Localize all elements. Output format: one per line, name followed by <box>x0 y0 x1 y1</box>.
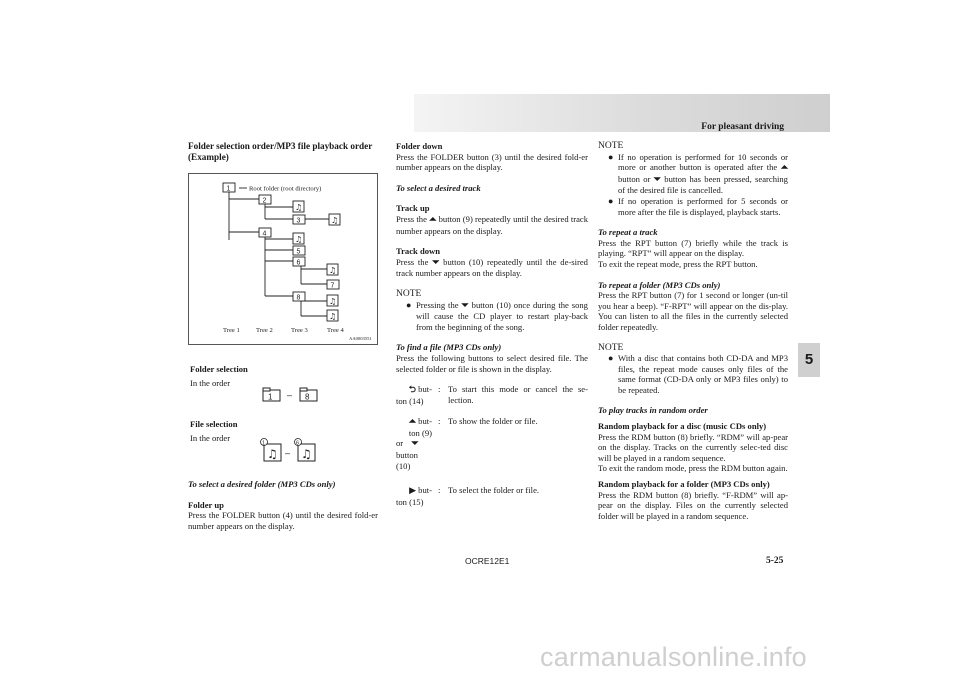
folder-up-title: Folder up <box>188 499 224 510</box>
bullet-dot-icon: ● <box>608 353 614 364</box>
svg-text:♫: ♫ <box>329 266 337 275</box>
music-note-icon: ♫ <box>301 447 312 461</box>
svg-text:♫: ♫ <box>329 297 337 306</box>
find-file-text: Press the following buttons to select desired file. The selected folder or file is shown in the display. <box>396 352 588 374</box>
up-arrow-icon: ⏶ <box>429 214 437 225</box>
folder-selection-order-text: In the order <box>190 377 231 388</box>
file-range-svg <box>260 437 322 463</box>
find-file-heading: To find a file (MP3 CDs only) <box>396 342 502 353</box>
file-range-dash: – <box>285 448 291 458</box>
folder-selection-title: Folder selection <box>190 364 248 374</box>
random-folder-title: Random playback for a folder (MP3 CDs only) <box>598 479 770 490</box>
random-folder-text: Press the RDM button (8) briefly. “F-RDM” will ap-pear on the display. Files on the currently selected folder will be played in a random sequence. <box>598 489 788 521</box>
bullet-dot-icon: ● <box>608 151 614 162</box>
document-code: OCRE12E1 <box>465 556 510 566</box>
note-2-title: NOTE <box>598 342 624 353</box>
repeat-folder-heading: To repeat a folder (MP3 CDs only) <box>598 279 721 290</box>
folder-range <box>262 387 322 406</box>
folder-range-dash: – <box>287 390 293 400</box>
note-1-bullet-1: ● If no operation is performed for 10 seconds or more or another button is operated after the ⏶ button or ⏷ button has been pressed, searching of the desired file is cancelled. <box>608 151 788 196</box>
note-1-bullet-2: ● If no operation is performed for 5 seconds or more after the file is displayed, playback starts. <box>608 195 788 217</box>
folder-down-text: Press the FOLDER button (3) until the desired fold-er number appears on the display. <box>396 151 588 173</box>
folder-label-7: 7 <box>330 282 335 290</box>
folder-tree-diagram <box>188 173 378 345</box>
track-down-title: Track down <box>396 246 441 257</box>
repeat-track-text-1: Press the RPT button (7) briefly while the track is playing. “RPT” will appear on the display. <box>598 237 788 259</box>
page-header-title: For pleasant driving <box>701 122 784 132</box>
music-note-icon: ♫ <box>267 447 278 461</box>
folder-label-1: 1 <box>226 185 231 193</box>
folder-range-svg <box>262 387 322 403</box>
page-number: 5-25 <box>766 556 784 566</box>
folder-label-2: 2 <box>262 197 267 205</box>
repeat-track-heading: To repeat a track <box>598 227 658 238</box>
file-to-label: 6 <box>296 440 300 447</box>
note-1-title: NOTE <box>598 141 624 151</box>
folder-to-label: 8 <box>305 392 310 402</box>
column-2 <box>396 141 588 507</box>
tree-label-4: Tree 4 <box>327 327 344 334</box>
folder-selection-block <box>190 364 376 388</box>
folder-down-title: Folder down <box>396 141 443 151</box>
tree-label-2: Tree 2 <box>256 327 273 334</box>
folder-label-5: 5 <box>296 248 301 256</box>
column-3 <box>598 141 788 521</box>
random-disc-title: Random playback for a disc (music CDs only) <box>598 421 767 432</box>
table-row: ⏶ but- ton (9) or ⏷ button (10) : To show the folder or file. <box>396 416 538 471</box>
folder-label-3: 3 <box>296 217 301 225</box>
play-icon: ▶ <box>409 486 416 497</box>
note-2-bullet-1: ● With a disc that contains both CD-DA and MP3 files, the repeat mode causes only files of the same format (CD-DA only or MP3 files only) to be repeated. <box>608 353 788 395</box>
return-arrow-icon: ⮌ <box>408 385 416 396</box>
random-disc-text-2: To exit the random mode, press the RDM button again. <box>598 463 788 474</box>
folder-up-text: Press the FOLDER button (4) until the desired fold-er number appears on the display. <box>188 510 378 531</box>
bullet-dot-icon: ● <box>608 195 614 206</box>
note-title: NOTE <box>396 288 422 299</box>
folder-tree-svg <box>189 174 377 344</box>
table-row: ⮌ but- ton (14) : To start this mode or cancel the se-lection. <box>396 384 588 406</box>
chapter-tab: 5 <box>798 343 820 377</box>
track-up-text: Press the ⏶ button (9) repeatedly until the desired track number appears on the display. <box>396 213 589 236</box>
down-arrow-icon: ⏷ <box>411 439 419 450</box>
random-disc-text-1: Press the RDM button (8) briefly. “RDM” will ap-pear on the display. Tracks on the currently selec-ted disc will be played in a random sequence. <box>598 431 788 463</box>
bullet-dot-icon: ● <box>406 299 412 310</box>
svg-text:♫: ♫ <box>331 216 339 225</box>
folder-label-4: 4 <box>262 230 267 238</box>
down-arrow-icon: ⏷ <box>461 300 469 311</box>
svg-text:♫: ♫ <box>295 203 303 212</box>
down-arrow-icon: ⏷ <box>432 257 440 268</box>
up-arrow-icon: ⏶ <box>408 417 416 428</box>
select-folder-heading: To select a desired folder (MP3 CDs only) <box>188 479 336 489</box>
column-1 <box>188 141 378 164</box>
note-bullet: ● Pressing the ⏷ button (10) once during the song will cause the CD player to restart play-back from the beginning of the song. <box>406 299 588 332</box>
repeat-folder-text: Press the RPT button (7) for 1 second or longer (un-til you hear a beep). “F-RPT” will appear on the dis-play. You can listen to all the files in the currently selected folder repeatedly. <box>598 290 788 332</box>
random-heading: To play tracks in random order <box>598 405 708 416</box>
file-range <box>260 437 322 466</box>
down-arrow-icon: ⏷ <box>653 174 661 185</box>
folder-from-label: 1 <box>268 392 273 402</box>
root-folder-label: Root folder (root directory) <box>249 185 322 193</box>
svg-text:♫: ♫ <box>329 312 337 321</box>
track-down-text: Press the ⏷ button (10) repeatedly until the de-sired track number appears on the display. <box>396 256 588 279</box>
track-up-title: Track up <box>396 203 430 214</box>
folder-label-8: 8 <box>296 294 301 302</box>
folder-label-6: 6 <box>296 259 301 267</box>
file-selection-order-text: In the order <box>190 432 231 443</box>
up-arrow-icon: ⏶ <box>780 163 788 174</box>
file-from-label: 1 <box>262 440 266 447</box>
diagram-code: AA0003551 <box>349 336 372 341</box>
diagram-heading: Folder selection order/MP3 file playback order (Example) <box>188 141 373 163</box>
repeat-track-text-2: To exit the repeat mode, press the RPT button. <box>598 258 758 269</box>
watermark: carmanualsonline.info <box>540 642 807 672</box>
tree-label-1: Tree 1 <box>223 327 240 334</box>
table-row: ▶ but- ton (15) : To select the folder or file. <box>396 485 540 507</box>
svg-text:♫: ♫ <box>295 235 303 244</box>
tree-label-3: Tree 3 <box>291 327 308 334</box>
select-track-heading: To select a desired track <box>396 182 481 193</box>
file-selection-title: File selection <box>190 419 238 429</box>
folder-select-section <box>188 479 378 531</box>
